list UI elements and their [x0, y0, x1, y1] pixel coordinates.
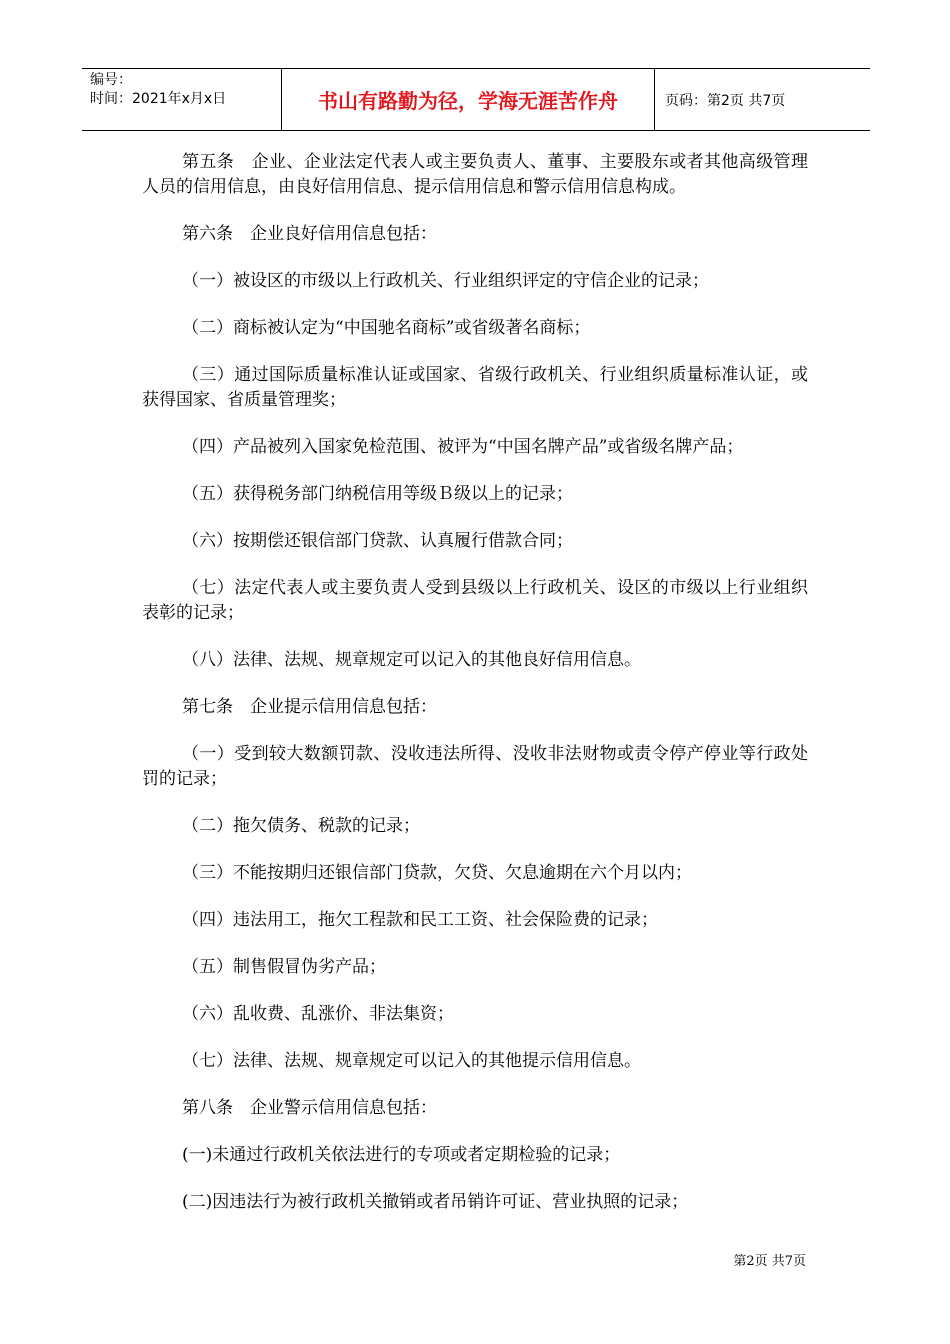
article-5: 第五条 企业、企业法定代表人或主要负责人、董事、主要股东或者其他高级管理人员的信用信息，由良好信用信息、提示信用信息和警示信用信息构成。: [142, 152, 808, 197]
page-footer: 第2页 共7页: [733, 1254, 806, 1269]
article-7-item: （三）不能按期归还银信部门贷款，欠贷、欠息逾期在六个月以内；: [182, 863, 692, 883]
article-7-item: （四）违法用工，拖欠工程款和民工工资、社会保险费的记录；: [182, 910, 658, 930]
article-8-item: (二)因违法行为被行政机关撤销或者吊销许可证、营业执照的记录；: [182, 1192, 689, 1212]
article-6-heading: 第六条 企业良好信用信息包括：: [182, 224, 437, 244]
article-7-item: （六）乱收费、乱涨价、非法集资；: [182, 1004, 454, 1024]
article-7-heading: 第七条 企业提示信用信息包括：: [182, 697, 437, 717]
document-date: 时间：2021年x月x日: [90, 91, 227, 107]
article-6-item: （四）产品被列入国家免检范围、被评为“中国名牌产品”或省级名牌产品；: [182, 437, 744, 457]
article-8-heading: 第八条 企业警示信用信息包括：: [182, 1098, 437, 1118]
article-7-item: （七）法律、法规、规章规定可以记入的其他提示信用信息。: [182, 1051, 641, 1071]
article-6-item: （三）通过国际质量标准认证或国家、省级行政机关、行业组织质量标准认证，或获得国家、省质量管理奖；: [142, 365, 808, 410]
article-6-item: （五）获得税务部门纳税信用等级Ｂ级以上的记录；: [182, 484, 573, 504]
article-6-item: （七）法定代表人或主要负责人受到县级以上行政机关、设区的市级以上行业组织表彰的记录；: [142, 578, 808, 623]
article-7-item: （二）拖欠债务、税款的记录；: [182, 816, 420, 836]
article-7-item: （一）受到较大数额罚款、没收违法所得、没收非法财物或责令停产停业等行政处罚的记录；: [142, 744, 808, 789]
article-6-item: （六）按期偿还银信部门贷款、认真履行借款合同；: [182, 531, 573, 551]
article-6-item: （八）法律、法规、规章规定可以记入的其他良好信用信息。: [182, 650, 641, 670]
header-page-info: 页码：第2页 共7页: [665, 92, 786, 109]
article-8-item: (一)未通过行政机关依法进行的专项或者定期检验的记录；: [182, 1145, 621, 1165]
article-6-item: （二）商标被认定为“中国驰名商标”或省级著名商标；: [182, 318, 591, 338]
header-meta: [82, 69, 282, 130]
article-7-item: （五）制售假冒伪劣产品；: [182, 957, 386, 977]
article-6-item: （一）被设区的市级以上行政机关、行业组织评定的守信企业的记录；: [182, 271, 709, 291]
header-motto: 书山有路勤为径，学海无涯苦作舟: [282, 69, 655, 130]
document-body: [142, 150, 808, 1237]
page-header: [82, 68, 870, 131]
document-number-label: 编号：: [90, 72, 132, 88]
